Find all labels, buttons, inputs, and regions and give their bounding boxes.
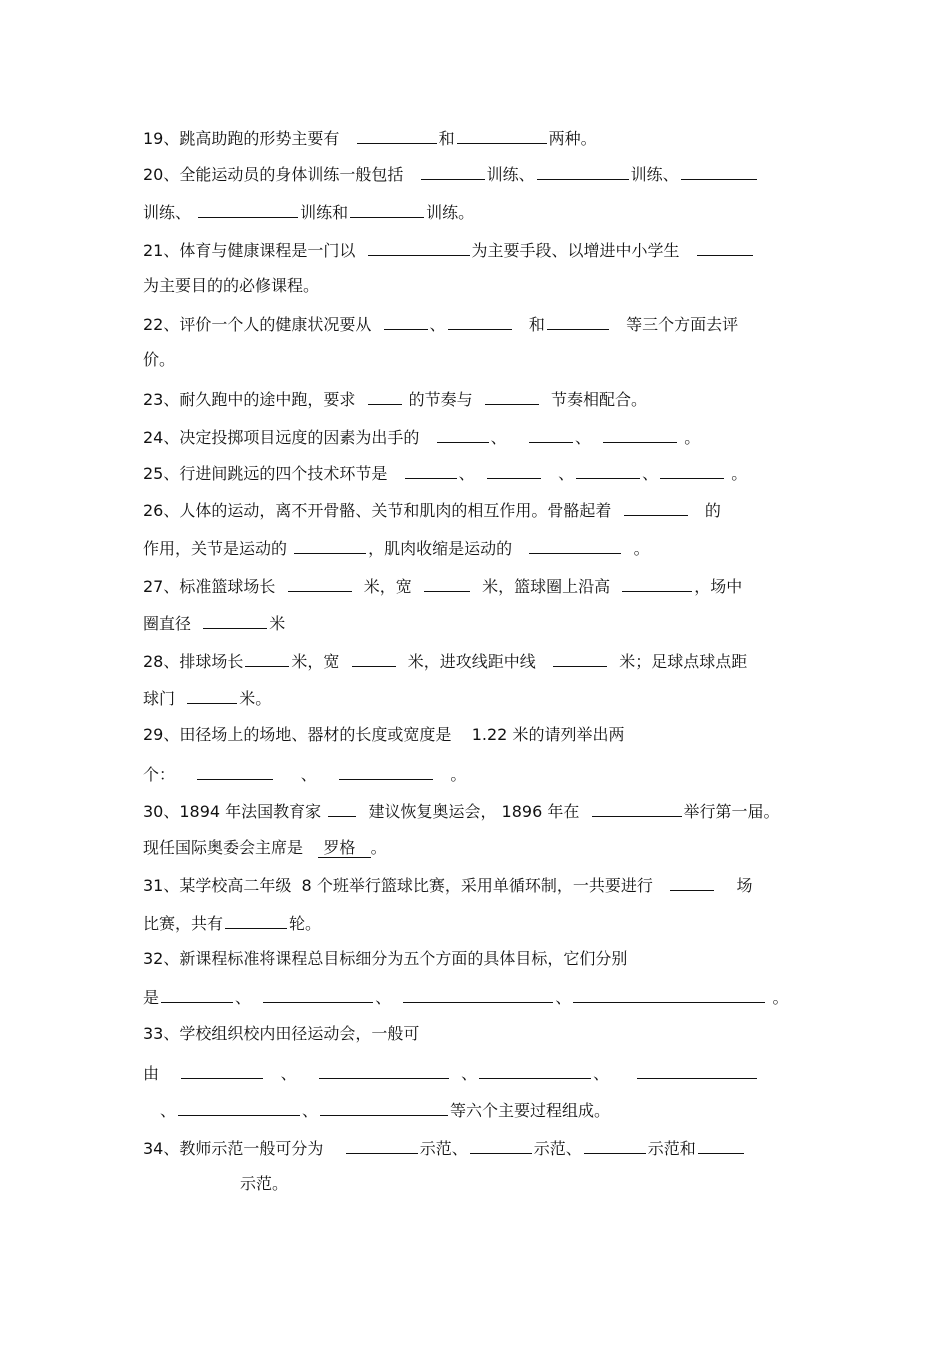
question-text: 、 [280,1064,297,1083]
question-27-cont [143,612,285,634]
question-text: 训练。 [426,203,475,222]
question-text: 示范和 [647,1139,696,1158]
question-text: 19、跳高助跑的形势主要有 [143,129,340,148]
answer-blank[interactable] [624,499,688,516]
question-33-cont [143,1062,759,1084]
question-text: 举行第一届。 [683,802,780,821]
answer-blank[interactable] [288,575,352,592]
answer-blank[interactable] [660,462,724,479]
question-30 [143,800,780,822]
question-29 [143,725,624,745]
question-26 [143,499,721,521]
answer-blank[interactable] [573,986,765,1003]
question-text: 示范、 [419,1139,468,1158]
question-28-cont [143,687,271,709]
answer-blank[interactable] [320,1099,448,1116]
question-34 [143,1137,746,1159]
question-text: 米，篮球圈上沿高 [482,577,611,596]
answer-blank[interactable] [178,1099,300,1116]
question-27 [143,575,742,597]
question-text: 米，宽 [291,652,340,671]
question-text: 26、人体的运动，离不开骨骼、关节和肌肉的相互作用。骨骼起着 [143,501,612,520]
question-text: 是 [143,988,160,1007]
question-22-cont [143,350,175,370]
question-text: 23、耐久跑中的途中跑，要求 [143,390,356,409]
answer-blank[interactable] [181,1062,263,1079]
question-text: 。 [633,539,650,558]
question-text: 等六个主要过程组成。 [450,1101,611,1120]
question-text: 、 [300,765,317,784]
question-text: 、 [593,1064,610,1083]
question-text: 、 [302,1101,319,1120]
question-text: 。 [772,988,789,1007]
answer-blank[interactable] [622,575,692,592]
question-text: 、 [642,464,659,483]
question-30-cont [143,838,387,858]
question-text: 、 [461,1064,478,1083]
question-text: 示范、 [533,1139,582,1158]
answer-blank[interactable] [357,127,437,144]
question-text: 建议恢复奥运会， [368,802,497,821]
question-25 [143,462,747,484]
question-text: 、 [160,1101,177,1120]
answer-blank[interactable] [537,163,629,180]
answer-blank[interactable] [485,388,539,405]
question-text: 训练和 [300,203,349,222]
question-21 [143,239,755,261]
answer-blank[interactable] [203,612,267,629]
question-text: 、 [558,464,575,483]
answer-blank[interactable] [294,537,366,554]
question-text: 现任国际奥委会主席是 [143,838,304,857]
question-28 [143,650,747,672]
answer-blank[interactable] [448,313,512,330]
question-text: 米 [269,614,286,633]
question-text: 25、行进间跳远的四个技术环节是 [143,464,388,483]
answer-blank[interactable] [197,763,273,780]
answer-blank[interactable] [457,127,547,144]
question-text: 轮。 [289,914,322,933]
answer-blank[interactable] [346,1137,418,1154]
answer-blank[interactable] [225,912,287,929]
answer-blank[interactable] [487,462,541,479]
answer-blank[interactable] [263,986,373,1003]
answer-blank[interactable] [368,239,470,256]
answer-blank[interactable] [368,388,402,405]
question-32-cont [143,986,789,1008]
question-text: 由 [143,1064,160,1083]
question-text: 、 [375,988,392,1007]
answer-blank[interactable] [479,1062,591,1079]
question-text: 、 [575,428,592,447]
question-text: 的 [704,501,721,520]
answer-blank[interactable] [352,650,396,667]
question-text: 价。 [143,350,176,369]
question-text: 20、全能运动员的身体训练一般包括 [143,165,404,184]
question-text: 米，进攻线距中线 [407,652,536,671]
question-text: 为主要目的的必修课程。 [143,276,320,295]
question-text: ，场中 [694,577,743,596]
answer-blank[interactable] [547,313,609,330]
question-text: 、 [555,988,572,1007]
answer-blank[interactable] [470,1137,532,1154]
question-33-cont2 [160,1099,610,1121]
answer-blank[interactable] [421,163,485,180]
question-text: 圈直径 [143,614,192,633]
question-31 [143,874,752,896]
question-19 [143,127,597,149]
answer-blank[interactable] [198,201,298,218]
answer-blank[interactable] [161,986,233,1003]
question-text: 30、1894 年法国教育家 [143,802,322,821]
question-text: 、 [490,428,507,447]
answer-blank[interactable] [424,575,470,592]
answer-blank[interactable] [584,1137,646,1154]
filled-answer: 罗格 [318,838,370,858]
question-text: 等三个方面去评 [626,315,739,334]
question-text: 和 [528,315,545,334]
question-31-cont [143,912,321,934]
question-text: 训练、 [486,165,535,184]
question-24 [143,426,700,448]
question-text: 29、田径场上的场地、器材的长度或宽度是 [143,725,452,744]
question-text: 的节奏与 [408,390,473,409]
question-21-cont [143,276,319,296]
question-text: 。 [731,464,748,483]
question-text: 。 [684,428,701,447]
question-text: 两种。 [548,129,597,148]
question-text: 8 个班举行篮球比赛，采用单循环制，一共要进行 [301,876,653,895]
question-text: 米。 [239,689,272,708]
question-text: 1.22 [471,725,508,744]
answer-blank[interactable] [529,537,621,554]
question-text: 21、体育与健康课程是一门以 [143,241,356,260]
answer-blank[interactable] [339,763,433,780]
answer-blank[interactable] [403,986,553,1003]
question-20 [143,163,759,185]
answer-blank[interactable] [405,462,457,479]
answer-blank[interactable] [245,650,289,667]
question-text: 节奏相配合。 [551,390,648,409]
question-text: 、 [458,464,475,483]
question-text: 训练、 [143,203,192,222]
question-34-cont [240,1174,288,1194]
question-text: 为主要手段、以增进中小学生 [471,241,680,260]
question-text: 和 [438,129,455,148]
question-text: 米，宽 [363,577,412,596]
question-32 [143,949,627,969]
question-text: ，肌肉收缩是运动的 [368,539,513,558]
question-text: 24、决定投掷项目远度的因素为出手的 [143,428,420,447]
answer-blank[interactable] [603,426,677,443]
question-text: 33、学校组织校内田径运动会，一般可 [143,1024,420,1043]
question-23 [143,388,647,410]
answer-blank[interactable] [576,462,640,479]
question-text: 作用，关节是运动的 [143,539,288,558]
answer-blank[interactable] [553,650,607,667]
question-text: 。 [370,838,387,857]
question-29-cont [143,763,466,785]
question-text: 、 [429,315,446,334]
answer-blank[interactable] [529,426,573,443]
question-text: 34、教师示范一般可分为 [143,1139,324,1158]
question-text: 示范。 [240,1174,289,1193]
question-text: 22、评价一个人的健康状况要从 [143,315,372,334]
question-33 [143,1024,419,1044]
question-text: 、 [235,988,252,1007]
question-text: 球门 [143,689,176,708]
question-text: 。 [450,765,467,784]
question-text: 1896 年在 [501,802,580,821]
answer-blank[interactable] [592,800,682,817]
question-text: 米；足球点球点距 [619,652,748,671]
answer-blank[interactable] [637,1062,757,1079]
answer-blank[interactable] [698,1137,744,1154]
question-text: 27、标准篮球场长 [143,577,276,596]
answer-blank[interactable] [187,687,237,704]
question-text: 31、某学校高二年级 [143,876,292,895]
question-text: 米的请列举出两 [512,725,625,744]
answer-blank[interactable] [350,201,424,218]
answer-blank[interactable] [384,313,428,330]
answer-blank[interactable] [670,874,714,891]
question-text: 比赛，共有 [143,914,224,933]
question-22 [143,313,738,335]
answer-blank[interactable] [437,426,489,443]
answer-blank[interactable] [319,1062,449,1079]
question-text: 场 [736,876,753,895]
answer-blank[interactable] [697,239,753,256]
question-26-cont [143,537,650,559]
answer-blank[interactable] [328,800,356,817]
question-text: 训练、 [630,165,679,184]
question-text: 32、新课程标准将课程总目标细分为五个方面的具体目标，它们分别 [143,949,628,968]
question-text: 28、排球场长 [143,652,244,671]
answer-blank[interactable] [681,163,757,180]
question-text: 个： [143,765,176,784]
question-20-cont [143,201,474,223]
